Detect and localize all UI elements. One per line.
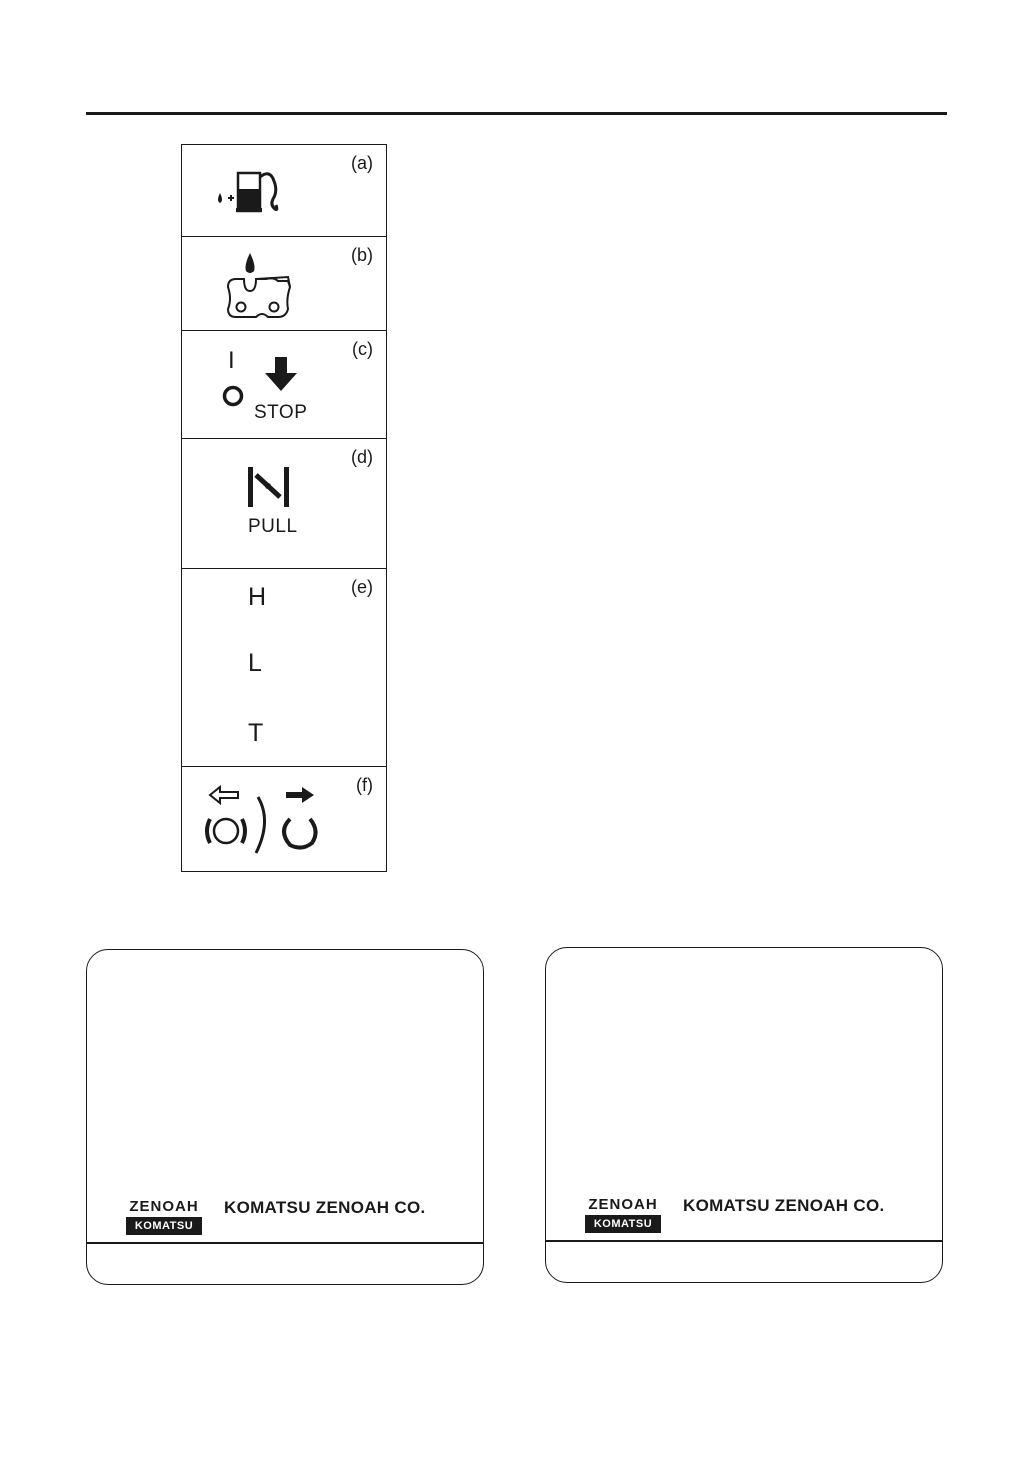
mode-t-label: T <box>248 719 264 747</box>
switch-on-mark: I <box>228 347 236 374</box>
label-card-right <box>545 947 943 1283</box>
header-rule <box>86 112 947 115</box>
symbol-tag-c: (c) <box>352 339 373 359</box>
symbol-tag-a: (a) <box>351 153 373 173</box>
symbol-cell-c <box>182 331 386 439</box>
card-divider <box>546 1240 942 1242</box>
mode-l-label: L <box>248 649 262 677</box>
card-divider <box>87 1242 483 1244</box>
symbol-cell-d <box>182 439 386 569</box>
symbol-cell-e <box>182 569 386 767</box>
mode-h-label: H <box>248 583 267 611</box>
chain-brake-icon <box>202 783 332 853</box>
symbol-legend-panel <box>181 144 387 872</box>
symbol-cell-f <box>182 767 386 872</box>
stop-label: STOP <box>254 402 308 423</box>
chain-oil-icon <box>222 247 302 323</box>
komatsu-logo-box: KOMATSU <box>585 1215 661 1233</box>
zenoah-logo-text: ZENOAH <box>129 1198 199 1215</box>
symbol-tag-f: (f) <box>356 775 373 795</box>
pull-label: PULL <box>248 516 298 537</box>
company-name: KOMATSU ZENOAH CO. <box>683 1196 885 1215</box>
komatsu-logo-box: KOMATSU <box>126 1217 202 1235</box>
symbol-tag-e: (e) <box>351 577 373 597</box>
label-card-left <box>86 949 484 1285</box>
symbol-cell-a <box>182 145 386 237</box>
symbol-tag-d: (d) <box>351 447 373 467</box>
symbol-cell-b <box>182 237 386 331</box>
stop-arrow-icon <box>261 355 301 395</box>
choke-icon <box>246 465 296 509</box>
symbol-tag-b: (b) <box>351 245 373 265</box>
zenoah-logo-text: ZENOAH <box>588 1196 658 1213</box>
fuel-pump-icon <box>216 163 296 223</box>
switch-off-circle-icon <box>221 384 245 408</box>
company-name: KOMATSU ZENOAH CO. <box>224 1198 426 1217</box>
